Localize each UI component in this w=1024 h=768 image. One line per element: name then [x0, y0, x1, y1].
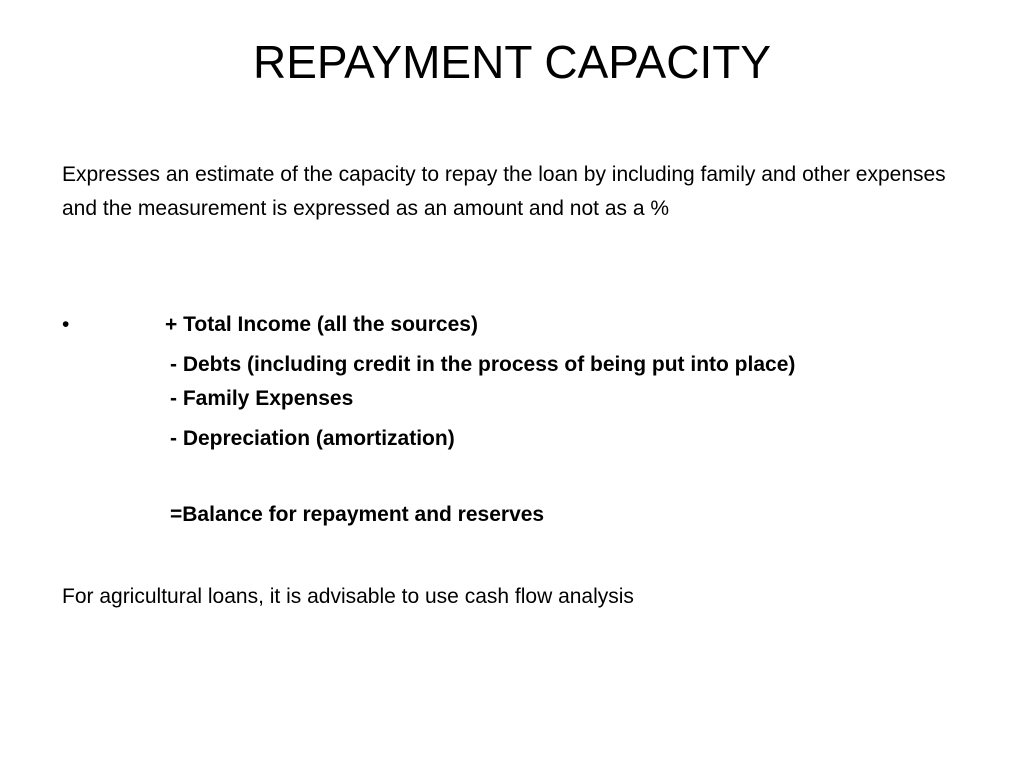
formula-debts: - Debts (including credit in the process of being put into place) [170, 353, 796, 376]
formula-total-income: + Total Income (all the sources) [165, 313, 478, 336]
closing-paragraph: For agricultural loans, it is advisable to use cash flow analysis [62, 585, 634, 608]
intro-paragraph: Expresses an estimate of the capacity to repay the loan by including family and other expenses and the measurement is expressed as an amount and not as a % [62, 163, 946, 220]
slide-title: REPAYMENT CAPACITY [252, 36, 772, 88]
formula-balance: =Balance for repayment and reserves [170, 503, 545, 526]
bullet-marker: • [62, 313, 70, 336]
formula-family-expenses: - Family Expenses [170, 387, 354, 410]
formula-depreciation: - Depreciation (amortization) [170, 427, 455, 450]
